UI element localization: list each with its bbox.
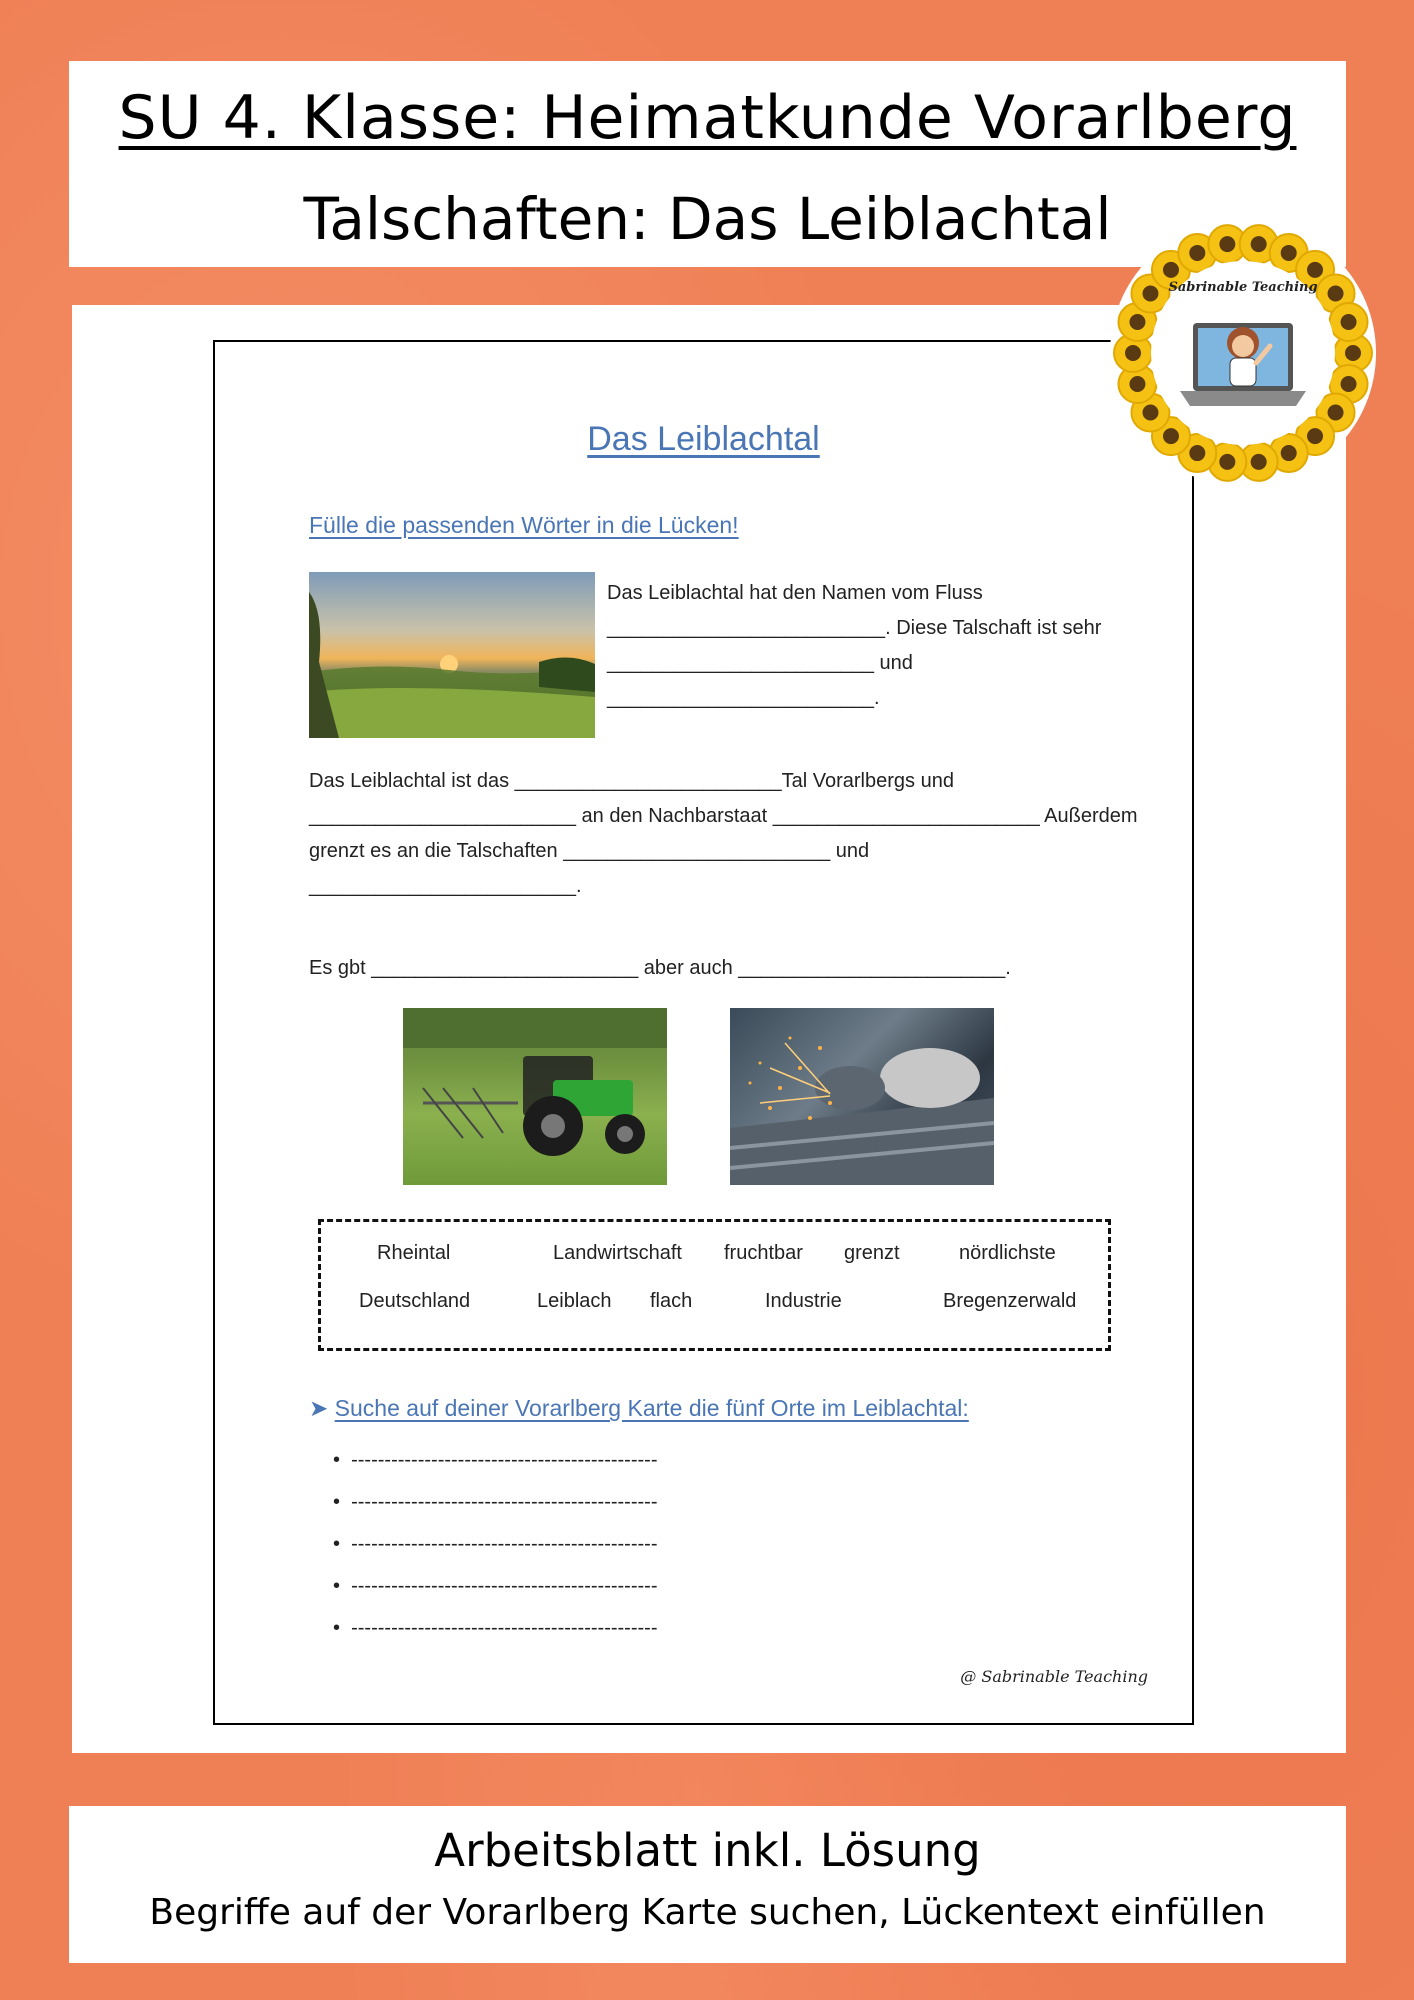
- industry-grinder-photo: [730, 1008, 994, 1185]
- sunset-landscape-photo: [309, 572, 595, 738]
- word-bank-item: flach: [650, 1290, 693, 1312]
- footer-line-2: Begriffe auf der Vorarlberg Karte suchen, Lückentext einfüllen: [149, 1892, 1266, 1933]
- word-bank-item: Industrie: [765, 1290, 842, 1312]
- word-bank-item: Rheintal: [377, 1242, 451, 1264]
- para2-line1: Das Leiblachtal ist das ________________________Tal Vorarlbergs und: [309, 770, 954, 792]
- page-title: SU 4. Klasse: Heimatkunde Vorarlberg: [118, 83, 1297, 153]
- word-bank-item: nördlichste: [959, 1242, 1056, 1264]
- answer-line: • ----------------------------------------------: [333, 1449, 658, 1471]
- worksheet-title: Das Leiblachtal: [587, 420, 820, 458]
- para1-line1: Das Leiblachtal hat den Namen vom Fluss: [607, 582, 983, 604]
- para2-line3: grenzt es an die Talschaften ________________________ und: [309, 840, 870, 862]
- word-bank-item: Bregenzerwald: [943, 1290, 1077, 1312]
- sunflower-wreath-logo: [1108, 218, 1378, 488]
- footer-line-1: Arbeitsblatt inkl. Lösung: [434, 1824, 981, 1877]
- para2-line4: ________________________.: [309, 875, 582, 897]
- task2-text: Suche auf deiner Vorarlberg Karte die fünf Orte im Leiblachtal:: [334, 1395, 969, 1421]
- worksheet-instruction: Fülle die passenden Wörter in die Lücken!: [309, 512, 739, 538]
- word-bank-item: grenzt: [844, 1242, 900, 1264]
- worksheet-credit: @ Sabrinable Teaching: [960, 1667, 1148, 1686]
- logo-graphic: [1108, 218, 1378, 488]
- word-bank-item: fruchtbar: [724, 1242, 803, 1264]
- para2-line2: ________________________ an den Nachbarstaat ________________________ Außerdem: [309, 805, 1138, 827]
- para1-line4: ________________________.: [607, 687, 880, 709]
- answer-line: • ----------------------------------------------: [333, 1617, 658, 1639]
- word-bank-item: Deutschland: [359, 1290, 471, 1312]
- page-subtitle: Talschaften: Das Leiblachtal: [303, 185, 1112, 253]
- logo-label: Sabrinable Teaching: [1168, 280, 1318, 295]
- para1-line2: _________________________. Diese Talschaft ist sehr: [607, 617, 1102, 639]
- worksheet-preview: [213, 340, 1194, 1725]
- arrow-icon: ➤: [309, 1395, 329, 1421]
- word-bank-item: Leiblach: [537, 1290, 612, 1312]
- para1-line3: ________________________ und: [607, 652, 913, 674]
- tractor-photo: [403, 1008, 667, 1185]
- word-bank: [318, 1219, 1111, 1351]
- word-bank-item: Landwirtschaft: [553, 1242, 682, 1264]
- answer-line: • ----------------------------------------------: [333, 1575, 658, 1597]
- answer-line: • ----------------------------------------------: [333, 1533, 658, 1555]
- footer-panel: [69, 1806, 1346, 1963]
- answer-line: • ----------------------------------------------: [333, 1491, 658, 1513]
- para3-line: Es gbt ________________________ aber auch ________________________.: [309, 957, 1011, 979]
- task2-heading: [309, 1395, 969, 1422]
